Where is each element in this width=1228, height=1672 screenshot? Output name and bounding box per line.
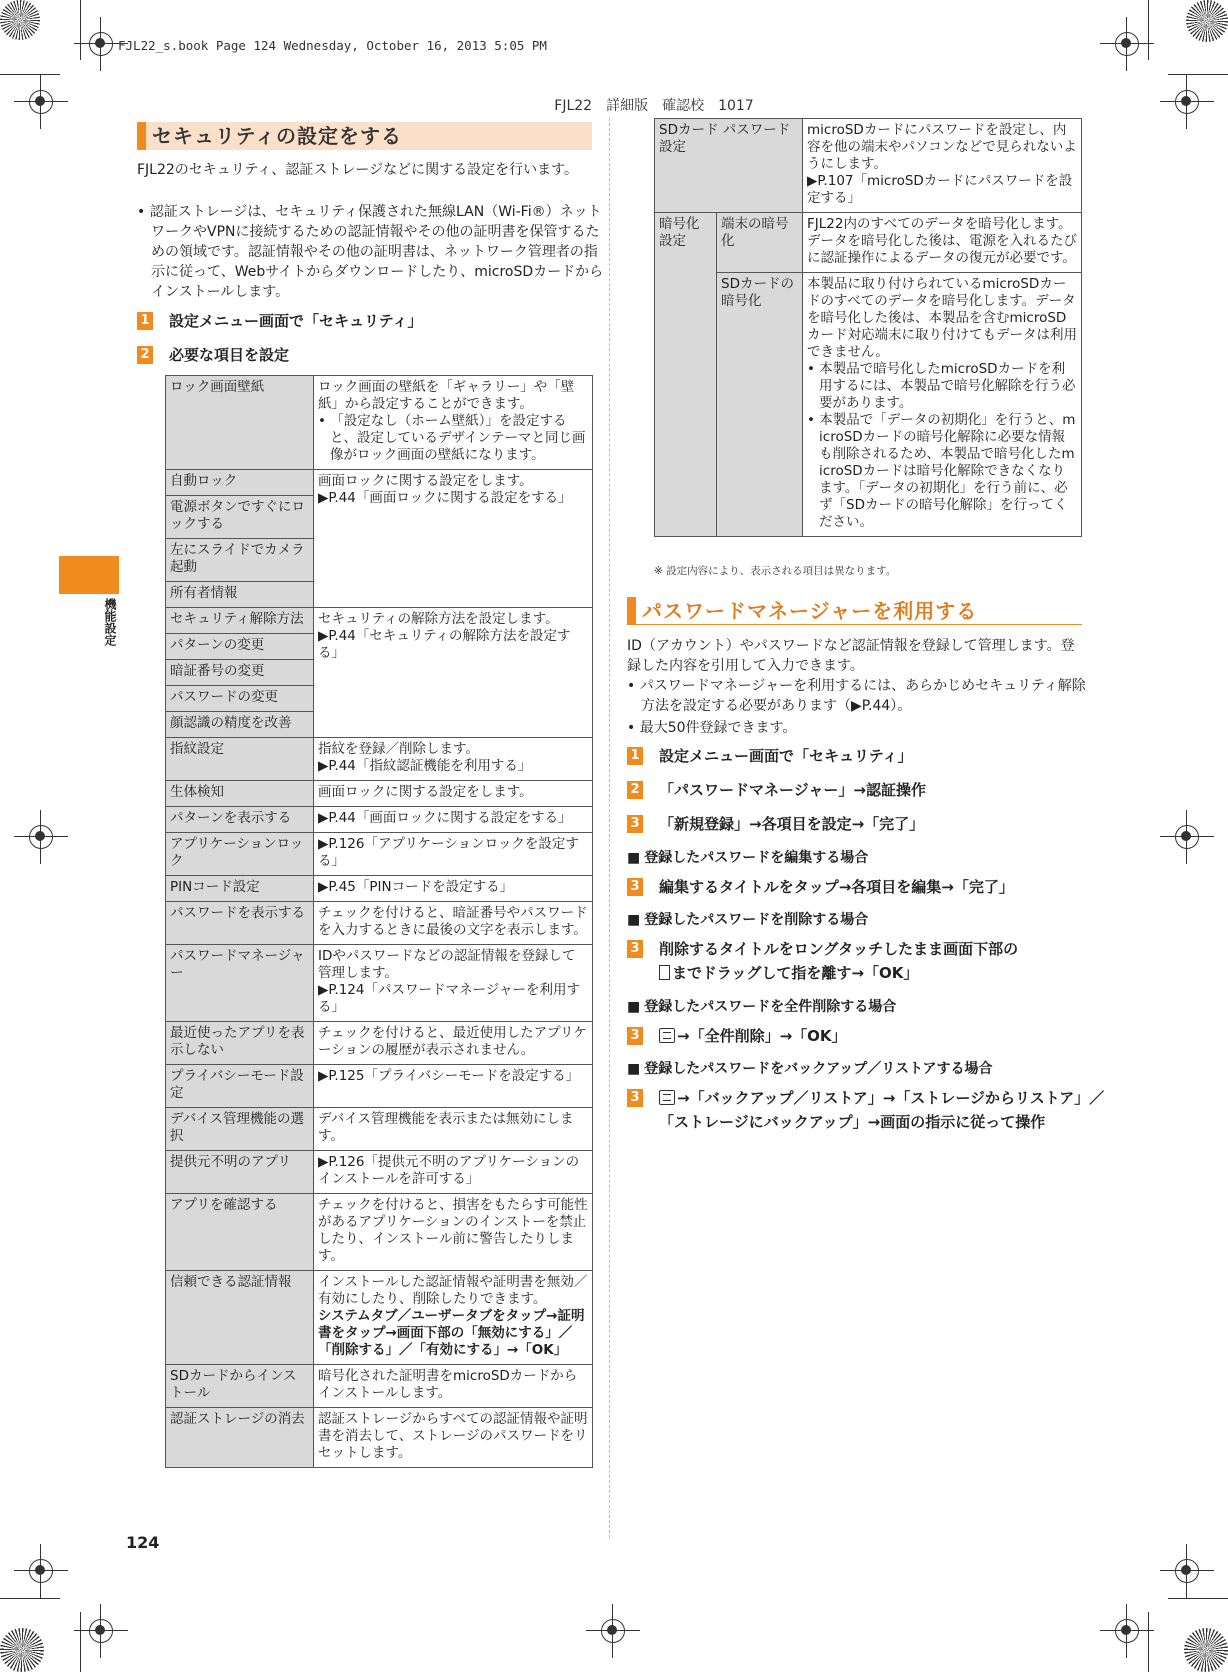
step-text: →「全件削除」→「OK」 <box>677 1027 847 1045</box>
step-text: 「新規登録」→各項目を設定→「完了」 <box>659 815 925 833</box>
step-text: 設定メニュー画面で「セキュリティ」 <box>659 747 913 765</box>
row-bullet: • 本製品で暗号化したmicroSDカードを利用するには、本製品で暗号化解除を行う必要があります。 <box>807 361 1076 411</box>
row-label: プライバシーモード設定 <box>166 1065 314 1108</box>
row-label: パターンを表示する <box>166 807 314 833</box>
section-title-text: セキュリティの設定をする <box>152 124 402 148</box>
registration-mark-icon <box>26 822 56 852</box>
row-desc <box>803 273 1082 537</box>
row-desc-text: IDやパスワードなどの認証情報を登録して管理します。 <box>318 948 576 981</box>
table-row <box>166 1108 593 1151</box>
row-desc <box>314 470 593 608</box>
row-desc-text: インストールした認証情報や証明書を無効／有効にしたり、削除したりできます。 <box>318 1274 588 1307</box>
table-row <box>655 119 1082 213</box>
step-text: 編集するタイトルをタップ→各項目を編集→「完了」 <box>659 878 1014 896</box>
crop-mark <box>1148 0 1149 60</box>
row-ref: ▶P.126「アプリケーションロックを設定する」 <box>314 833 593 876</box>
row-ref: ▶P.126「提供元不明のアプリケーションのインストールを許可する」 <box>314 1151 593 1194</box>
pm-intro: ID（アカウント）やパスワードなど認証情報を登録して管理します。登録した内容を引用して入力できます。 <box>627 638 1075 674</box>
row-desc: 認証ストレージからすべての認証情報や証明書を消去して、ストレージのパスワードをリセットします。 <box>314 1408 593 1468</box>
crop-mark <box>1148 1612 1149 1672</box>
table-row <box>166 1408 593 1468</box>
row-label: ロック画面壁紙 <box>166 376 314 470</box>
table-row <box>166 902 593 945</box>
row-label: 暗証番号の変更 <box>166 660 314 686</box>
step-number: 3 <box>627 878 643 896</box>
table-row <box>166 1065 593 1108</box>
edit-step <box>627 875 1114 899</box>
registration-mark-icon <box>86 1616 116 1646</box>
crop-mark <box>80 1612 81 1672</box>
registration-star-bottom-right <box>1184 1628 1228 1672</box>
section-title-text: パスワードマネージャーを利用する <box>642 599 978 623</box>
row-label: パスワードの変更 <box>166 686 314 712</box>
row-label: 所有者情報 <box>166 582 314 608</box>
table-row <box>166 608 593 634</box>
row-desc-text: 本製品に取り付けられているmicroSDカードのすべてのデータを暗号化します。データを暗号化した後は、本製品を含むmicroSDカード対応端末に取り付けてもデータは利用できません。 <box>807 276 1078 360</box>
step-text: までドラッグして指を離す→「OK」 <box>672 964 919 982</box>
row-desc: 暗号化された証明書をmicroSDカードからインストールします。 <box>314 1365 593 1408</box>
pm-step-1 <box>627 744 1114 768</box>
row-desc-text: 指紋を登録／削除します。 <box>318 741 479 757</box>
row-desc: チェックを付けると、暗証番号やパスワードを入力するときに最後の文字を表示します。 <box>314 902 593 945</box>
step-number: 3 <box>627 1089 643 1107</box>
row-ref: ▶P.44「画面ロックに関する設定をする」 <box>318 490 572 506</box>
table-note: ※ 設定内容により、表示される項目は異なります。 <box>654 565 897 577</box>
crop-mark <box>80 0 81 60</box>
row-label: 端末の暗号化 <box>717 213 803 273</box>
row-label: SDカードの暗号化 <box>717 273 803 537</box>
row-desc-text: セキュリティの解除方法を設定します。 <box>318 611 559 627</box>
row-ops: システムタブ／ユーザータブをタップ→証明書をタップ→画面下部の「無効にする」／「削除する」／「有効にする」→「OK」 <box>318 1308 585 1358</box>
step-number: 2 <box>137 346 153 364</box>
crop-mark <box>0 74 60 75</box>
menu-key-icon <box>659 1028 675 1043</box>
row-label: 提供元不明のアプリ <box>166 1151 314 1194</box>
row-ref: ▶P.44「セキュリティの解除方法を設定する」 <box>318 628 571 661</box>
step-number: 3 <box>627 940 643 958</box>
row-ref: ▶P.44「指紋認証機能を利用する」 <box>318 758 532 774</box>
table-row <box>166 376 593 470</box>
row-label: パスワードマネージャー <box>166 945 314 1022</box>
registration-mark-icon <box>598 1616 628 1646</box>
encryption-settings-table <box>654 118 1082 537</box>
step-text: 「パスワードマネージャー」→認証操作 <box>659 781 926 799</box>
row-label: 最近使ったアプリを表示しない <box>166 1022 314 1065</box>
step-2 <box>137 343 624 367</box>
intro-bullet: • 認証ストレージは、セキュリティ保護された無線LAN（Wi-Fi®）ネットワークやVPNに接続するための認証情報やその他の証明書を保管するための領域です。認証情報やその他の証明書は、ネットワーク管理者の指示に従って、Webサイトからダウンロードしたり、microSDカードからインストールします。 <box>137 204 604 300</box>
row-desc <box>314 738 593 781</box>
table-row <box>166 807 593 833</box>
registration-star-bottom-left <box>0 1628 44 1672</box>
row-desc-text: ロック画面の壁紙を「ギャラリー」や「壁紙」から設定することができます。 <box>318 379 575 412</box>
table-row <box>166 470 593 496</box>
table-row <box>655 273 1082 537</box>
step-number: 2 <box>627 781 643 799</box>
delete-all-step <box>627 1024 1114 1048</box>
row-desc <box>314 945 593 1022</box>
step-number: 3 <box>627 815 643 833</box>
table-row <box>166 1022 593 1065</box>
book-header-text: FJL22 詳細版 確認校 1017 <box>554 98 754 114</box>
backup-heading: ■ 登録したパスワードをバックアップ／リストアする場合 <box>627 1059 993 1079</box>
table-row <box>166 1271 593 1365</box>
crop-mark <box>1168 1598 1228 1599</box>
table-row <box>166 1365 593 1408</box>
intro-text: FJL22のセキュリティ、認証ストレージなどに関する設定を行います。 <box>137 162 578 178</box>
row-desc: デバイス管理機能を表示または無効にします。 <box>314 1108 593 1151</box>
row-label: 自動ロック <box>166 470 314 496</box>
book-header <box>0 95 1228 115</box>
trash-icon <box>659 965 670 980</box>
row-label: SDカード パスワード設定 <box>655 119 803 213</box>
row-bullet: • 本製品で「データの初期化」を行うと、microSDカードの暗号化解除に必要な情報も削除されるため、本製品で暗号化したmicroSDカードは暗号化解除できなくなります。「データの初期化」を行う前に、必ず「SDカードの暗号化解除」を行ってください。 <box>807 412 1076 530</box>
step-number: 1 <box>627 747 643 765</box>
step-text: 必要な項目を設定 <box>169 346 290 364</box>
row-label: PINコード設定 <box>166 876 314 902</box>
table-row <box>655 213 1082 273</box>
edit-heading: ■ 登録したパスワードを編集する場合 <box>627 848 868 868</box>
crop-mark <box>0 1598 60 1599</box>
backup-step <box>627 1086 1114 1134</box>
row-bullet: • 「設定なし（ホーム壁紙）」を設定すると、設定しているデザインテーマと同じ画像がロック画面の壁紙になります。 <box>318 413 586 463</box>
row-desc: 画面ロックに関する設定をします。 <box>314 781 593 807</box>
group-label: 暗号化設定 <box>655 213 717 537</box>
row-label: パスワードを表示する <box>166 902 314 945</box>
side-tab <box>59 556 119 594</box>
pm-step-2 <box>627 778 1114 802</box>
row-label: 生体検知 <box>166 781 314 807</box>
row-desc: チェックを付けると、損害をもたらす可能性があるアプリケーションのインストーを禁止したり、インストール前に警告したりします。 <box>314 1194 593 1271</box>
row-label: 信頼できる認証情報 <box>166 1271 314 1365</box>
registration-mark-icon <box>1172 822 1202 852</box>
row-desc <box>314 608 593 738</box>
step-text: 削除するタイトルをロングタッチしたまま画面下部の <box>659 940 1019 958</box>
table-row <box>166 738 593 781</box>
section-title-security <box>137 122 592 150</box>
row-label: 指紋設定 <box>166 738 314 781</box>
delete-step <box>627 937 1114 985</box>
pm-step-3 <box>627 812 1114 836</box>
row-desc: FJL22内のすべてのデータを暗号化します。データを暗号化した後は、電源を入れるたびに認証操作によるデータの復元が必要です。 <box>803 213 1082 273</box>
row-label: アプリケーションロック <box>166 833 314 876</box>
registration-mark-icon <box>86 29 116 59</box>
registration-mark-icon <box>1112 29 1142 59</box>
row-desc: チェックを付けると、最近使用したアプリケーションの履歴が表示されません。 <box>314 1022 593 1065</box>
step-text: →「バックアップ／リストア」→「ストレージからリストア」／「ストレージにバックアップ」→画面の指示に従って操作 <box>659 1089 1105 1131</box>
row-ref: ▶P.107「microSDカードにパスワードを設定する」 <box>807 173 1073 206</box>
delete-heading: ■ 登録したパスワードを削除する場合 <box>627 910 868 930</box>
table-row <box>166 833 593 876</box>
table-row <box>166 1151 593 1194</box>
registration-star-top-left <box>0 0 40 40</box>
crop-mark <box>1168 74 1228 75</box>
pm-bullet: • パスワードマネージャーを利用するには、あらかじめセキュリティ解除方法を設定する必要があります（▶P.44）。 <box>627 678 1086 714</box>
pm-bullet: • 最大50件登録できます。 <box>627 720 797 736</box>
row-label: デバイス管理機能の選択 <box>166 1108 314 1151</box>
menu-key-icon <box>659 1090 675 1105</box>
table-row <box>166 876 593 902</box>
section-title-password-manager <box>627 597 1082 625</box>
row-label: パターンの変更 <box>166 634 314 660</box>
side-label: 機能設定 <box>103 598 117 646</box>
row-label: 顔認識の精度を改善 <box>166 712 314 738</box>
step-text: 設定メニュー画面で「セキュリティ」 <box>169 312 423 330</box>
row-desc <box>803 119 1082 213</box>
print-header: FJL22_s.book Page 124 Wednesday, October 16, 2013 5:05 PM <box>118 38 547 53</box>
delete-all-heading: ■ 登録したパスワードを全件削除する場合 <box>627 997 896 1017</box>
row-ref: ▶P.124「パスワードマネージャーを利用する」 <box>318 982 580 1015</box>
table-row <box>166 781 593 807</box>
registration-star-top-right <box>1186 0 1228 42</box>
row-desc <box>314 376 593 470</box>
row-label: 電源ボタンですぐにロックする <box>166 496 314 539</box>
table-row <box>166 945 593 1022</box>
row-label: SDカードからインストール <box>166 1365 314 1408</box>
security-settings-table <box>165 375 593 1468</box>
step-number: 1 <box>137 312 153 330</box>
registration-mark-icon <box>26 1556 56 1586</box>
table-row <box>166 1194 593 1271</box>
row-label: 左にスライドでカメラ起動 <box>166 539 314 582</box>
row-desc-text: microSDカードにパスワードを設定し、内容を他の端末やパソコンなどで見られないようにします。 <box>807 122 1077 172</box>
page-number: 124 <box>126 1533 160 1552</box>
row-ref: ▶P.45「PINコードを設定する」 <box>314 876 593 902</box>
row-desc <box>314 1271 593 1365</box>
row-ref: ▶P.44「画面ロックに関する設定をする」 <box>314 807 593 833</box>
row-label: セキュリティ解除方法 <box>166 608 314 634</box>
step-1 <box>137 309 624 333</box>
step-number: 3 <box>627 1027 643 1045</box>
registration-mark-icon <box>1172 1556 1202 1586</box>
row-label: 認証ストレージの消去 <box>166 1408 314 1468</box>
row-ref: ▶P.125「プライバシーモードを設定する」 <box>314 1065 593 1108</box>
row-desc-text: 画面ロックに関する設定をします。 <box>318 473 533 489</box>
row-label: アプリを確認する <box>166 1194 314 1271</box>
registration-mark-icon <box>1112 1616 1142 1646</box>
